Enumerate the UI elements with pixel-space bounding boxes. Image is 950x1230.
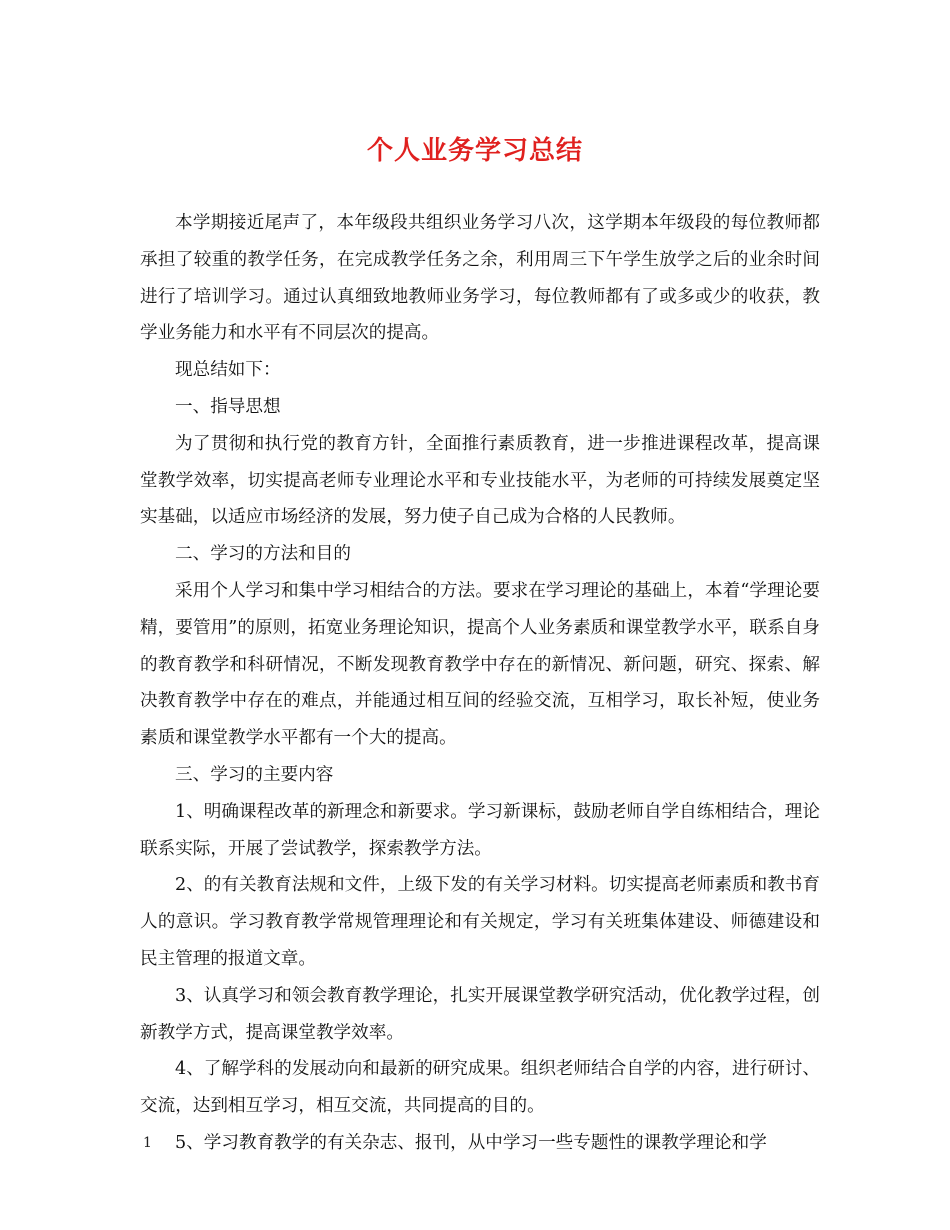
paragraph: 为了贯彻和执行党的教育方针，全面推行素质教育，进一步推进课程改革，提高课堂教学效率，切实提高老师专业理论水平和专业技能水平，为老师的可持续发展奠定坚实基础，以适应市场经济的发展，努力使子自己成为合格的人民教师。 [140,433,820,528]
section-heading: 二、学习的方法和目的 [175,544,351,565]
section-heading: 三、学习的主要内容 [175,764,334,785]
list-item: 2、的有关教育法规和文件，上级下发的有关学习材料。切实提高老师素质和教书育人的意识。学习教育教学常规管理理论和有关规定，学习有关班集体建设、师德建设和民主管理的报道文章。 [140,875,820,969]
paragraph: 本学期接近尾声了，本年级段共组织业务学习八次，这学期本年级段的每位教师都承担了较重的教学任务，在完成教学任务之余，利用周三下午学生放学之后的业余时间进行了培训学习。通过认真细致地教师业务学习，每位教师都有了或多或少的收获，教学业务能力和水平有不同层次的提高。 [140,213,820,344]
list-item: 5、学习教育教学的有关杂志、报刊，从中学习一些专题性的课教学理论和学 [175,1132,767,1153]
page-number: 1 [143,1135,152,1151]
section-heading: 一、指导思想 [175,396,281,417]
document-title: 个人业务学习总结 [366,136,583,166]
list-item: 1、明确课程改革的新理念和新要求。学习新课标，鼓励老师自学自练相结合，理论联系实际，开展了尝试教学，探索教学方法。 [140,801,820,859]
list-item: 3、认真学习和领会教育教学理论，扎实开展课堂教学研究活动，优化教学过程，创新教学方式，提高课堂教学效率。 [140,985,820,1043]
paragraph: 采用个人学习和集中学习相结合的方法。要求在学习理论的基础上，本着“学理论要精，要管用”的原则，拓宽业务理论知识，提高个人业务素质和课堂教学水平，联系自身的教育教学和科研情况，不断发现教育教学中存在的新情况、新问题，研究、探索、解决教育教学中存在的难点，并能通过相互间的经验交流，互相学习，取长补短，使业务素质和课堂教学水平都有一个大的提高。 [140,580,820,749]
document-body [140,205,820,1162]
paragraph: 现总结如下： [175,360,281,381]
list-item: 4、了解学科的发展动向和最新的研究成果。组织老师结合自学的内容，进行研讨、交流，达到相互学习，相互交流，共同提高的目的。 [140,1059,820,1117]
